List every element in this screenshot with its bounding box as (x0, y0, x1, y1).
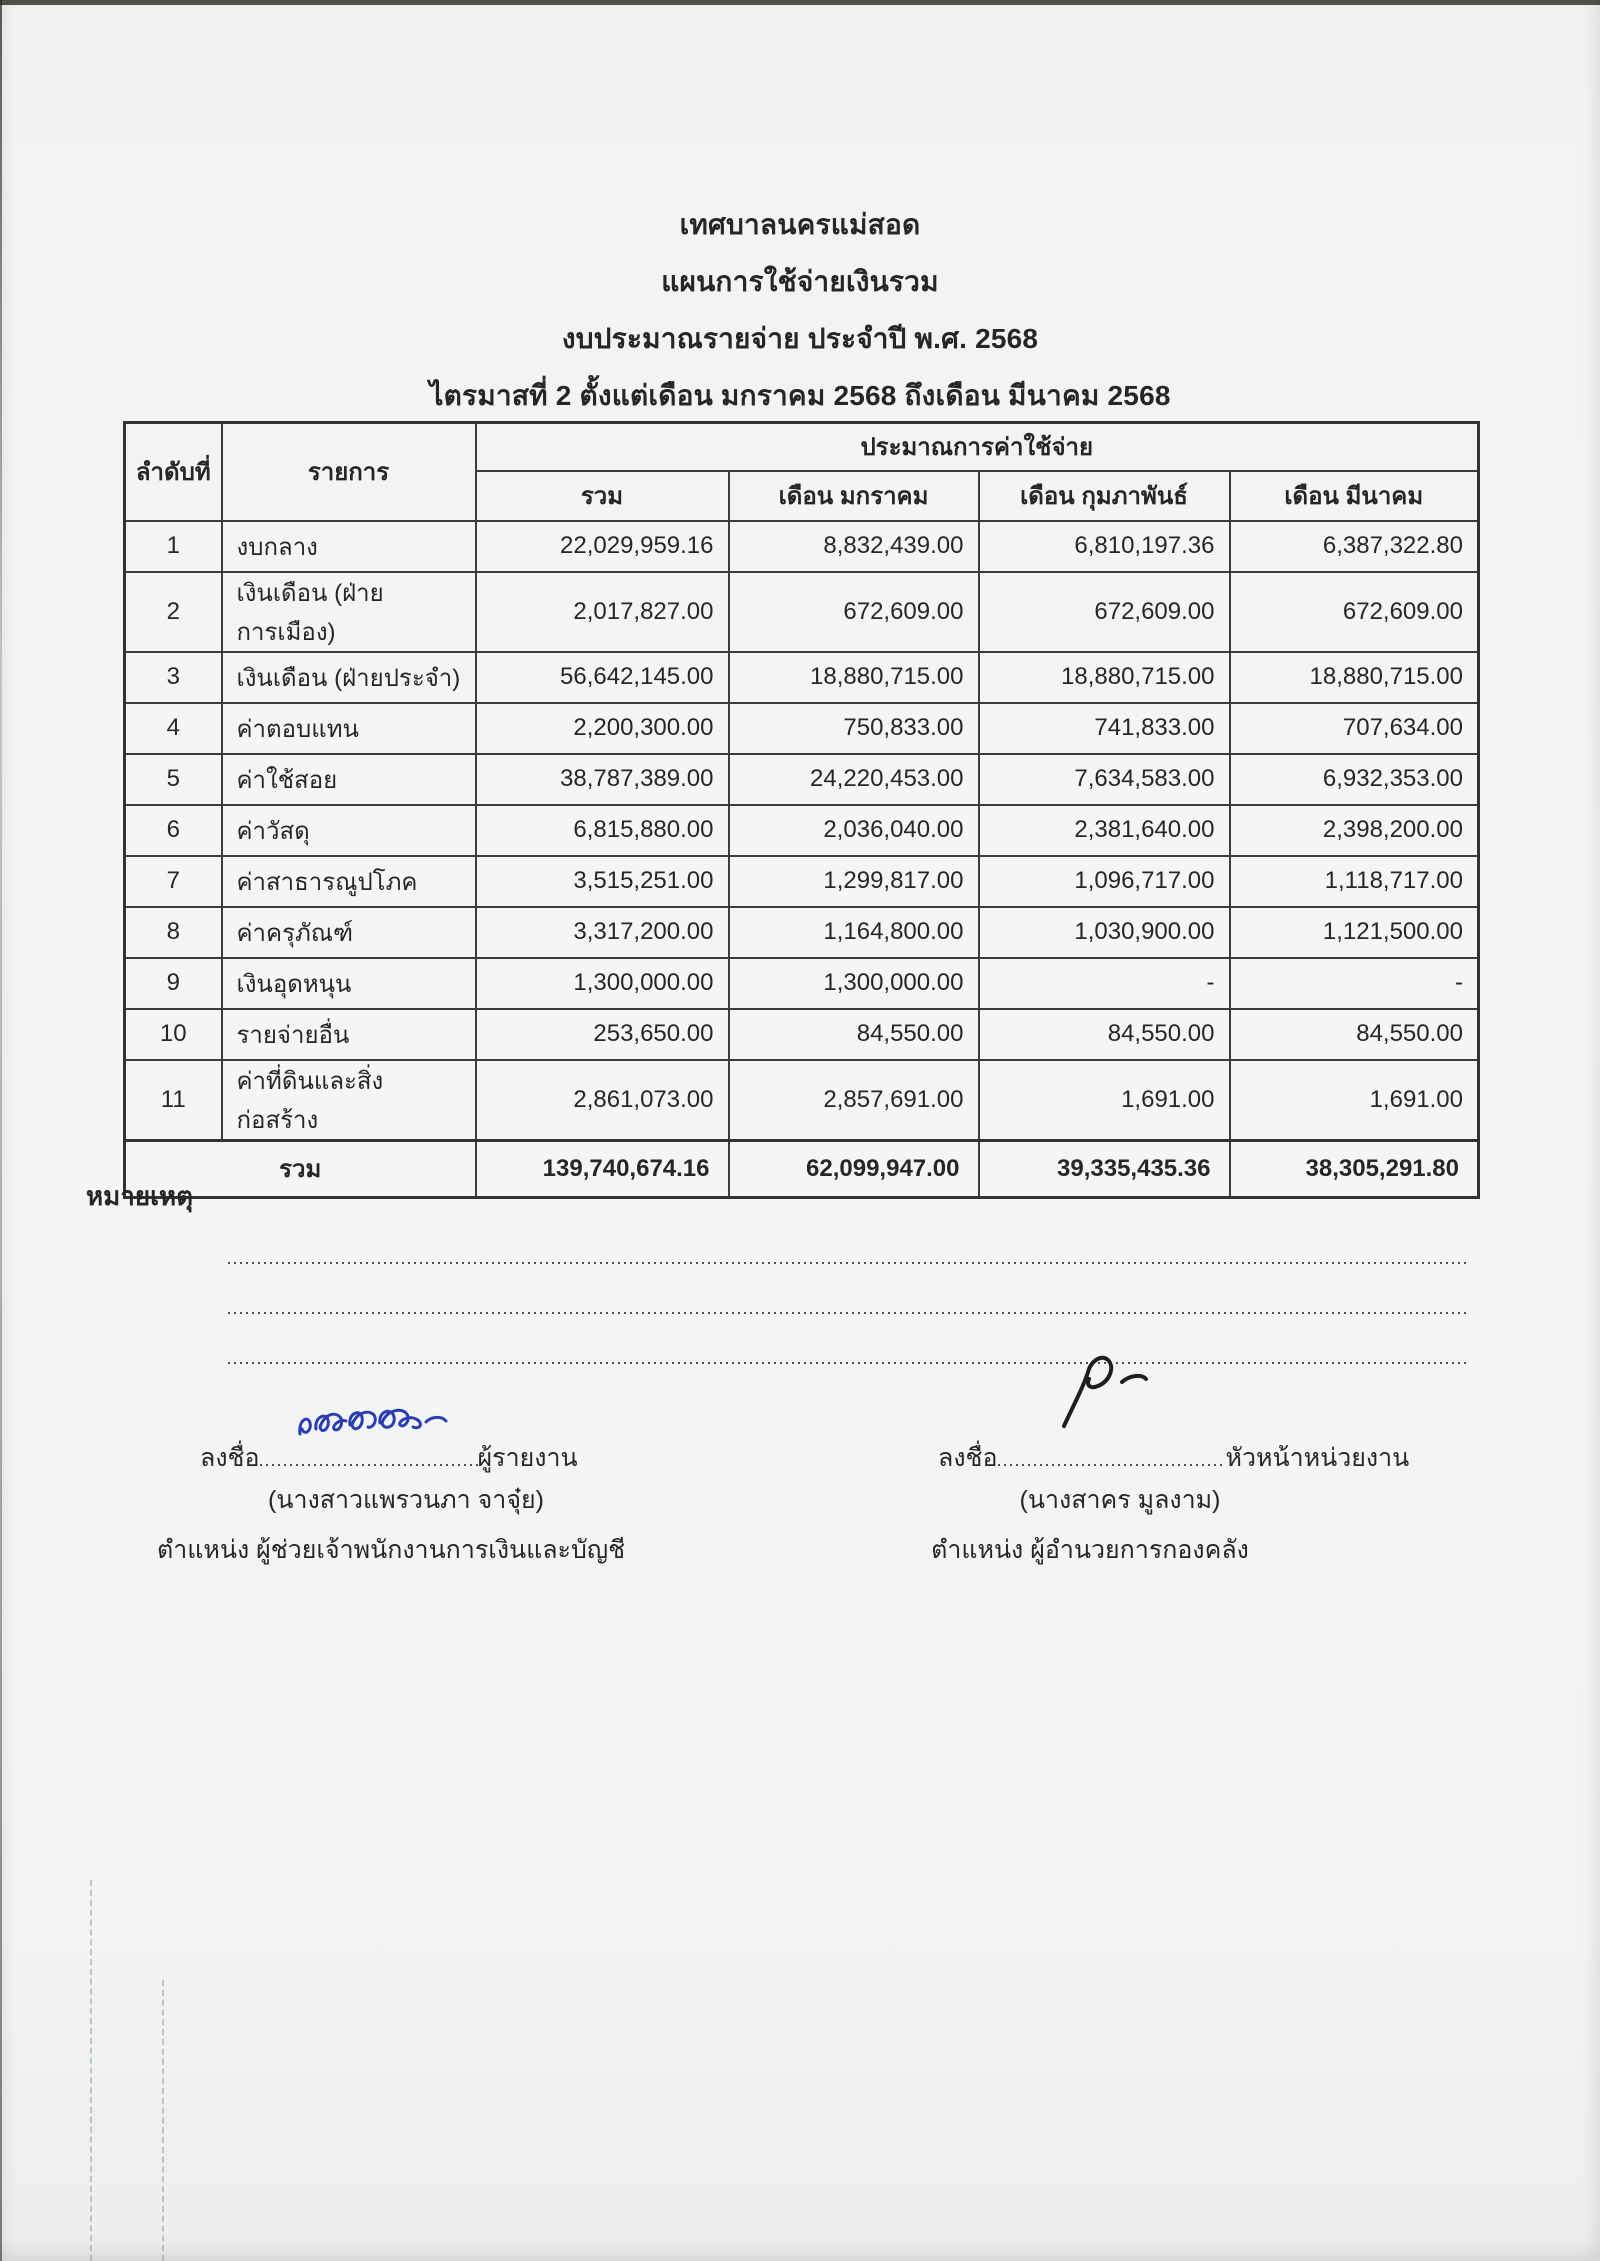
amount-february: 84,550.00 (979, 1009, 1230, 1060)
sign-prefix-label: ลงชื่อ (200, 1444, 260, 1472)
row-no: 5 (125, 754, 222, 805)
amount-sum: 38,787,389.00 (476, 754, 729, 805)
amount-sum: 56,642,145.00 (476, 652, 729, 703)
total-march: 38,305,291.80 (1230, 1140, 1479, 1197)
row-no: 11 (125, 1060, 222, 1141)
row-no: 4 (125, 703, 222, 754)
amount-january: 1,164,800.00 (729, 907, 979, 958)
table-row (125, 856, 1479, 907)
amount-january: 1,299,817.00 (729, 856, 979, 907)
col-header-item: รายการ (222, 423, 476, 521)
table-row (125, 958, 1479, 1009)
col-header-march: เดือน มีนาคม (1230, 471, 1479, 521)
amount-march: 1,118,717.00 (1230, 856, 1479, 907)
row-item: ค่าสาธารณูปโภค (222, 856, 476, 907)
amount-february: 7,634,583.00 (979, 754, 1230, 805)
row-item: ค่าที่ดินและสิ่งก่อสร้าง (222, 1060, 476, 1141)
row-item: ค่าครุภัณฑ์ (222, 907, 476, 958)
col-header-sum: รวม (476, 471, 729, 521)
budget-year-title: งบประมาณรายจ่าย ประจำปี พ.ศ. 2568 (561, 323, 1039, 354)
scan-edge-top (0, 0, 1600, 5)
row-item: ค่าตอบแทน (222, 703, 476, 754)
amount-february: 18,880,715.00 (979, 652, 1230, 703)
amount-march: 707,634.00 (1230, 703, 1479, 754)
total-sum: 139,740,674.16 (476, 1140, 729, 1197)
table-row (125, 907, 1479, 958)
row-no: 10 (125, 1009, 222, 1060)
amount-march: 18,880,715.00 (1230, 652, 1479, 703)
row-item: เงินเดือน (ฝ่ายประจำ) (222, 652, 476, 703)
amount-february: 672,609.00 (979, 572, 1230, 652)
signature-dotted-leader (998, 1446, 1226, 1466)
amount-february: 1,030,900.00 (979, 907, 1230, 958)
table-row (125, 805, 1479, 856)
amount-january: 750,833.00 (729, 703, 979, 754)
sign-role-label: หัวหน้าหน่วยงาน (1225, 1444, 1410, 1472)
amount-march: 1,691.00 (1230, 1060, 1479, 1141)
table-row (125, 1009, 1479, 1060)
amount-march: 6,932,353.00 (1230, 754, 1479, 805)
paper-fold-line (90, 1880, 92, 2261)
amount-january: 24,220,453.00 (729, 754, 979, 805)
amount-january: 8,832,439.00 (729, 521, 979, 572)
row-no: 9 (125, 958, 222, 1009)
amount-january: 1,300,000.00 (729, 958, 979, 1009)
table-row (125, 572, 1479, 652)
total-january: 62,099,947.00 (729, 1140, 979, 1197)
handwritten-signature-reporter (292, 1394, 460, 1448)
amount-sum: 1,300,000.00 (476, 958, 729, 1009)
table-row (125, 703, 1479, 754)
budget-table (123, 421, 1480, 1199)
row-item: เงินอุดหนุน (222, 958, 476, 1009)
amount-sum: 3,317,200.00 (476, 907, 729, 958)
amount-february: 1,096,717.00 (979, 856, 1230, 907)
total-row (125, 1140, 1479, 1197)
col-header-january: เดือน มกราคม (729, 471, 979, 521)
sign-prefix-label: ลงชื่อ (938, 1444, 998, 1472)
amount-sum: 253,650.00 (476, 1009, 729, 1060)
note-dotted-line (228, 1362, 1468, 1364)
amount-march: 84,550.00 (1230, 1009, 1479, 1060)
col-header-february: เดือน กุมภาพันธ์ (979, 471, 1230, 521)
signer-name-head: (นางสาคร มูลงาม) (1019, 1486, 1221, 1514)
table-row (125, 652, 1479, 703)
paper-fold-line (162, 1980, 164, 2261)
row-item: ค่าใช้สอย (222, 754, 476, 805)
amount-sum: 2,017,827.00 (476, 572, 729, 652)
amount-january: 672,609.00 (729, 572, 979, 652)
signer-position-reporter: ตำแหน่ง ผู้ช่วยเจ้าพนักงานการเงินและบัญชี (157, 1536, 626, 1564)
row-no: 3 (125, 652, 222, 703)
sign-role-label: ผู้รายงาน (477, 1444, 578, 1472)
total-february: 39,335,435.36 (979, 1140, 1230, 1197)
table-row (125, 754, 1479, 805)
amount-sum: 22,029,959.16 (476, 521, 729, 572)
amount-sum: 2,200,300.00 (476, 703, 729, 754)
amount-march: 6,387,322.80 (1230, 521, 1479, 572)
amount-january: 18,880,715.00 (729, 652, 979, 703)
amount-february: 1,691.00 (979, 1060, 1230, 1141)
signer-position-head: ตำแหน่ง ผู้อำนวยการกองคลัง (931, 1536, 1249, 1564)
table-row (125, 1060, 1479, 1141)
amount-march: 672,609.00 (1230, 572, 1479, 652)
row-no: 8 (125, 907, 222, 958)
amount-january: 84,550.00 (729, 1009, 979, 1060)
amount-february: 6,810,197.36 (979, 521, 1230, 572)
row-item: รายจ่ายอื่น (222, 1009, 476, 1060)
table-row (125, 521, 1479, 572)
amount-sum: 2,861,073.00 (476, 1060, 729, 1141)
handwritten-signature-head (1048, 1348, 1208, 1434)
signer-name-reporter: (นางสาวแพรวนภา จาจุ๋ย) (268, 1486, 544, 1514)
amount-march: 1,121,500.00 (1230, 907, 1479, 958)
amount-january: 2,857,691.00 (729, 1060, 979, 1141)
amount-march: 2,398,200.00 (1230, 805, 1479, 856)
row-item: งบกลาง (222, 521, 476, 572)
row-item: เงินเดือน (ฝ่ายการเมือง) (222, 572, 476, 652)
amount-march: - (1230, 958, 1479, 1009)
amount-sum: 6,815,880.00 (476, 805, 729, 856)
row-no: 7 (125, 856, 222, 907)
note-dotted-line (228, 1312, 1468, 1314)
total-label: รวม (125, 1140, 476, 1197)
col-header-no: ลำดับที่ (125, 423, 222, 521)
row-item: ค่าวัสดุ (222, 805, 476, 856)
row-no: 1 (125, 521, 222, 572)
col-header-group: ประมาณการค่าใช้จ่าย (476, 423, 1479, 471)
amount-january: 2,036,040.00 (729, 805, 979, 856)
amount-february: - (979, 958, 1230, 1009)
note-label: หมายเหตุ (86, 1181, 194, 1211)
amount-sum: 3,515,251.00 (476, 856, 729, 907)
quarter-title: ไตรมาสที่ 2 ตั้งแต่เดือน มกราคม 2568 ถึงเดือน มีนาคม 2568 (429, 380, 1171, 411)
signature-dotted-leader (260, 1446, 478, 1466)
document-header (0, 196, 1600, 424)
amount-february: 2,381,640.00 (979, 805, 1230, 856)
note-dotted-line (228, 1262, 1468, 1264)
amount-february: 741,833.00 (979, 703, 1230, 754)
row-no: 6 (125, 805, 222, 856)
plan-title: แผนการใช้จ่ายเงินรวม (661, 266, 939, 297)
org-title: เทศบาลนครแม่สอด (679, 209, 921, 240)
row-no: 2 (125, 572, 222, 652)
signature-row-head (938, 1438, 1409, 1478)
